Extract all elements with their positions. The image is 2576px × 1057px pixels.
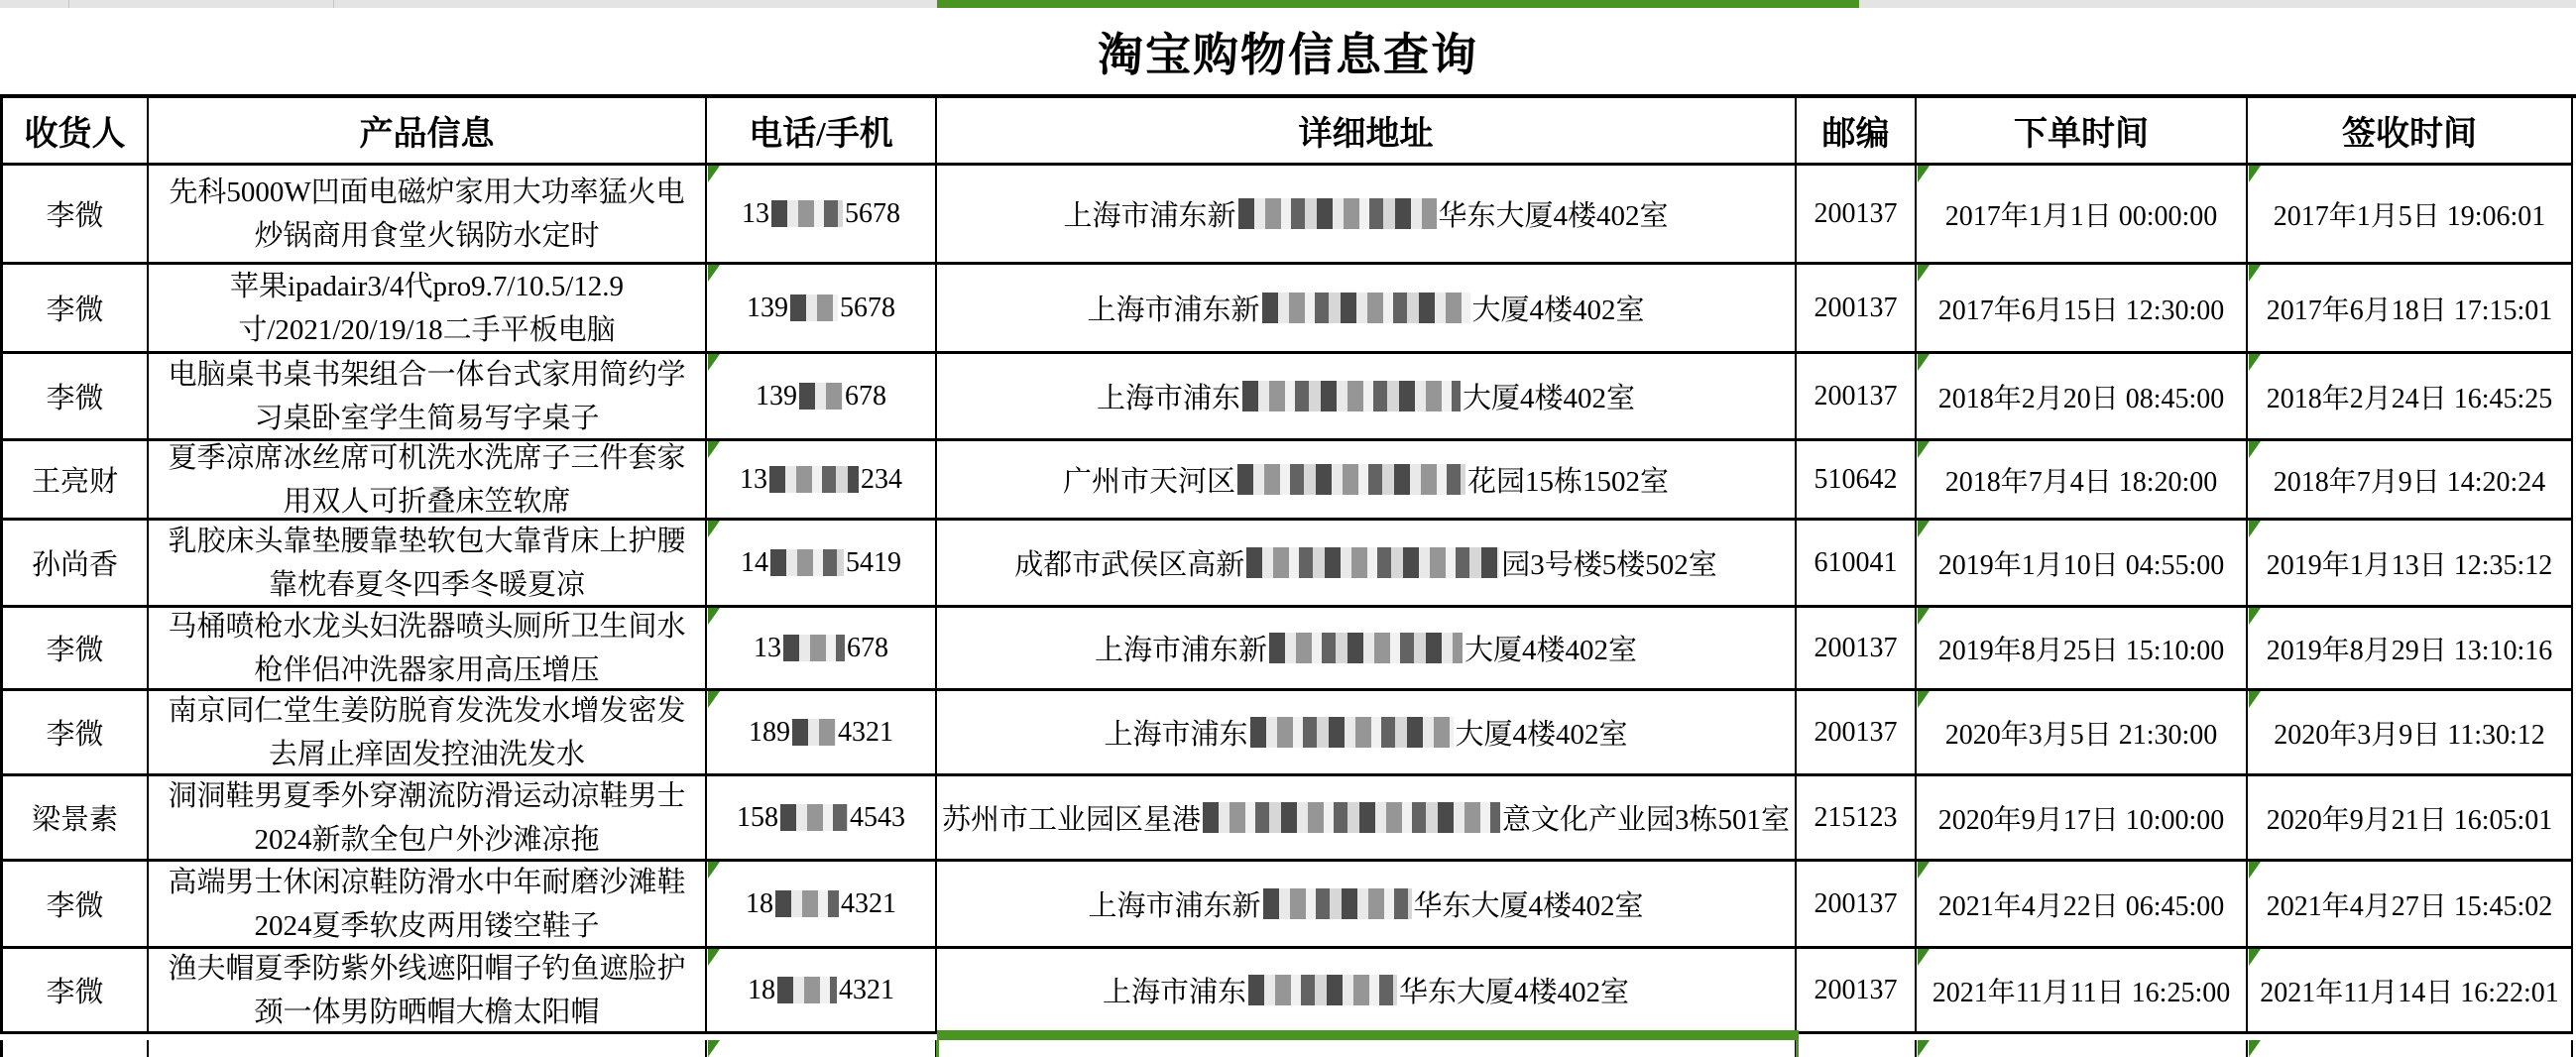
error-indicator-triangle — [708, 521, 720, 537]
error-indicator-triangle — [1918, 441, 1930, 458]
redacted-phone-digits — [771, 200, 843, 227]
sign-time-text: 2020年9月21日 16:05:01 — [2266, 804, 2553, 836]
sign-time-text: 2020年3月9日 11:30:12 — [2274, 719, 2545, 751]
cell-product[interactable]: 洞洞鞋男夏季外穿潮流防滑运动凉鞋男士2024新款全包户外沙滩凉拖 — [149, 776, 707, 862]
cell-product[interactable]: 电脑桌书桌书架组合一体台式家用简约学习桌卧室学生简易写字桌子 — [149, 354, 707, 441]
error-indicator-triangle — [1918, 1040, 1930, 1057]
address-prefix: 广州市天河区 — [1062, 466, 1235, 498]
error-indicator-triangle — [708, 1040, 720, 1057]
cell-address[interactable] — [937, 862, 1797, 949]
table-header-row — [3, 98, 2576, 166]
error-indicator-triangle — [2249, 608, 2261, 625]
cell-sign-time[interactable] — [2248, 265, 2573, 354]
error-indicator-triangle — [708, 691, 720, 708]
cell-recipient[interactable]: 王亮财 — [3, 441, 149, 521]
cell-recipient[interactable]: 李微 — [3, 608, 149, 691]
phone-prefix: 14 — [741, 546, 768, 578]
phone-suffix: 5419 — [846, 546, 901, 578]
cell-recipient[interactable]: 李微 — [3, 949, 149, 1034]
header-phone[interactable]: 电话/手机 — [707, 98, 937, 166]
cell-order-time[interactable] — [1917, 608, 2248, 691]
redacted-address — [1246, 547, 1499, 578]
cell-recipient[interactable]: 李微 — [3, 166, 149, 265]
header-order-time[interactable]: 下单时间 — [1917, 98, 2248, 166]
cell-phone[interactable] — [707, 166, 937, 265]
phone-suffix: 4321 — [838, 716, 893, 748]
cell-sign-time[interactable] — [2248, 608, 2573, 691]
cell-product[interactable]: 南京同仁堂生姜防脱育发洗发水增发密发去屑止痒固发控油洗发水 — [149, 691, 707, 776]
cell-zip[interactable]: 200137 — [1797, 862, 1917, 949]
cell-zip[interactable]: 215123 — [1797, 776, 1917, 862]
table-row — [3, 862, 2576, 949]
selected-column-bottom-highlight — [937, 1030, 1799, 1040]
cell-order-time[interactable] — [1917, 1040, 2248, 1057]
cell-phone[interactable] — [707, 1040, 937, 1057]
phone-prefix: 13 — [742, 197, 769, 229]
phone-prefix: 13 — [754, 632, 781, 663]
selected-column-right-edge — [1796, 1040, 1799, 1057]
cell-product[interactable]: 渔夫帽夏季防紫外线遮阳帽子钓鱼遮脸护颈一体男防晒帽大檐太阳帽 — [149, 949, 707, 1034]
error-indicator-triangle — [2249, 441, 2261, 458]
cell-address[interactable] — [937, 354, 1797, 441]
cell-address[interactable] — [937, 521, 1797, 608]
sign-time-text: 2018年7月9日 14:20:24 — [2273, 466, 2546, 498]
phone-prefix: 13 — [740, 463, 767, 495]
cell-phone[interactable] — [707, 265, 937, 354]
order-time-text: 2017年1月1日 00:00:00 — [1944, 200, 2218, 232]
error-indicator-triangle — [708, 608, 720, 625]
address-suffix: 华东大厦4楼402室 — [1399, 977, 1630, 1008]
order-time-text: 2021年11月11日 16:25:00 — [1932, 977, 2231, 1008]
phone-suffix: 678 — [845, 380, 886, 411]
error-indicator-triangle — [2249, 265, 2261, 282]
cell-address[interactable] — [937, 265, 1797, 354]
redacted-phone-digits — [769, 466, 859, 493]
error-indicator-triangle — [1918, 521, 1930, 537]
cell-phone[interactable] — [707, 441, 937, 521]
cell-product[interactable]: 夏季凉席冰丝席可机洗水洗席子三件套家用双人可折叠床笠软席 — [149, 441, 707, 521]
order-time-text: 2020年3月5日 21:30:00 — [1944, 719, 2218, 751]
redacted-address — [1262, 293, 1470, 323]
address-suffix: 华东大厦4楼402室 — [1413, 890, 1644, 922]
cell-sign-time[interactable] — [2248, 354, 2573, 441]
cell-order-time[interactable] — [1917, 265, 2248, 354]
address-suffix: 意文化产业园3栋501室 — [1502, 804, 1791, 836]
cell-recipient[interactable]: 李微 — [3, 265, 149, 354]
cell-sign-time[interactable] — [2248, 521, 2573, 608]
page-title: 淘宝购物信息查询 — [1098, 29, 1478, 80]
address-suffix: 大厦4楼402室 — [1471, 294, 1645, 326]
cell-product[interactable] — [149, 1040, 707, 1057]
cell-order-time[interactable] — [1917, 441, 2248, 521]
address-suffix: 大厦4楼402室 — [1463, 383, 1636, 414]
address-prefix: 上海市浦东新 — [1087, 294, 1260, 326]
phone-suffix: 4321 — [841, 887, 896, 919]
cell-product[interactable]: 乳胶床头靠垫腰靠垫软包大靠背床上护腰靠枕春夏冬四季冬暖夏凉 — [149, 521, 707, 608]
redacted-phone-digits — [790, 294, 838, 321]
cell-order-time[interactable] — [1917, 166, 2248, 265]
table-row — [3, 354, 2576, 441]
error-indicator-triangle — [2249, 949, 2261, 966]
header-address[interactable]: 详细地址 — [937, 98, 1797, 166]
cell-phone[interactable] — [707, 776, 937, 862]
error-indicator-triangle — [1918, 354, 1930, 371]
cell-sign-time[interactable] — [2248, 949, 2573, 1034]
cell-recipient[interactable]: 梁景素 — [3, 776, 149, 862]
sign-time-text: 2021年4月27日 15:45:02 — [2266, 890, 2553, 922]
cell-phone[interactable] — [707, 691, 937, 776]
redacted-address — [1250, 717, 1454, 748]
header-product[interactable]: 产品信息 — [149, 98, 707, 166]
cell-phone[interactable] — [707, 521, 937, 608]
redacted-address — [1269, 633, 1463, 663]
cell-sign-time[interactable] — [2248, 166, 2573, 265]
error-indicator-triangle — [1918, 166, 1930, 182]
sign-time-text: 2017年1月5日 19:06:01 — [2273, 200, 2546, 232]
cell-sign-time[interactable] — [2248, 776, 2573, 862]
address-prefix: 上海市浦东新 — [1063, 200, 1236, 232]
header-zip[interactable]: 邮编 — [1797, 98, 1917, 166]
column-header-divider — [333, 0, 334, 8]
header-recipient[interactable]: 收货人 — [3, 98, 149, 166]
redacted-phone-digits — [792, 719, 836, 746]
order-time-text: 2020年9月17日 10:00:00 — [1937, 804, 2225, 836]
phone-suffix: 234 — [861, 463, 902, 495]
address-suffix: 园3号楼5楼502室 — [1501, 549, 1717, 581]
address-prefix: 上海市浦东 — [1102, 977, 1246, 1008]
cell-order-time[interactable] — [1917, 862, 2248, 949]
cell-address[interactable] — [937, 949, 1797, 1034]
order-time-text: 2021年4月22日 06:45:00 — [1937, 890, 2225, 922]
error-indicator-triangle — [2249, 166, 2261, 182]
cell-phone[interactable] — [707, 862, 937, 949]
order-time-text: 2018年2月20日 08:45:00 — [1937, 383, 2225, 414]
orders-table — [0, 94, 2576, 1034]
address-suffix: 大厦4楼402室 — [1455, 719, 1628, 751]
address-suffix: 花园15栋1502室 — [1467, 466, 1670, 498]
redacted-address — [1248, 975, 1397, 1005]
address-prefix: 上海市浦东新 — [1094, 635, 1267, 666]
redacted-phone-digits — [777, 977, 837, 1003]
redacted-phone-digits — [775, 890, 839, 917]
cell-zip[interactable]: 200137 — [1797, 265, 1917, 354]
redacted-address — [1237, 464, 1465, 495]
cell-address[interactable] — [937, 441, 1797, 521]
table-row — [3, 265, 2576, 354]
cell-product[interactable]: 马桶喷枪水龙头妇洗器喷头厕所卫生间水枪伴侣冲洗器家用高压增压 — [149, 608, 707, 691]
cell-order-time[interactable] — [1917, 521, 2248, 608]
cell-sign-time[interactable] — [2248, 862, 2573, 949]
error-indicator-triangle — [2249, 1040, 2261, 1057]
partial-next-row — [0, 1040, 2576, 1057]
sign-time-text: 2019年8月29日 13:10:16 — [2266, 635, 2553, 666]
error-indicator-triangle — [708, 265, 720, 282]
error-indicator-triangle — [708, 862, 720, 879]
table-row — [3, 776, 2576, 862]
address-prefix: 成都市武侯区高新 — [1014, 549, 1245, 581]
phone-prefix: 189 — [749, 716, 790, 748]
cell-recipient[interactable]: 李微 — [3, 354, 149, 441]
phone-prefix: 18 — [748, 974, 775, 1005]
table-row — [3, 691, 2576, 776]
redacted-phone-digits — [780, 804, 848, 831]
selected-column-left-edge — [936, 1040, 939, 1057]
error-indicator-triangle — [708, 166, 720, 182]
phone-suffix: 4543 — [850, 801, 905, 833]
error-indicator-triangle — [1918, 691, 1930, 708]
cell-sign-time[interactable] — [2248, 1040, 2573, 1057]
phone-suffix: 5678 — [840, 292, 895, 323]
cell-product[interactable]: 高端男士休闲凉鞋防滑水中年耐磨沙滩鞋2024夏季软皮两用镂空鞋子 — [149, 862, 707, 949]
phone-prefix: 139 — [756, 380, 797, 411]
sign-time-text: 2017年6月18日 17:15:01 — [2266, 294, 2553, 326]
phone-prefix: 139 — [747, 292, 788, 323]
cell-order-time[interactable] — [1917, 776, 2248, 862]
selected-column-header-highlight — [937, 0, 1859, 8]
cell-order-time[interactable] — [1917, 354, 2248, 441]
cell-address[interactable] — [937, 691, 1797, 776]
error-indicator-triangle — [1918, 608, 1930, 625]
redacted-address — [1263, 888, 1412, 919]
error-indicator-triangle — [708, 949, 720, 966]
error-indicator-triangle — [2249, 862, 2261, 879]
table-row — [3, 441, 2576, 521]
cell-zip[interactable]: 200137 — [1797, 354, 1917, 441]
cell-phone[interactable] — [707, 608, 937, 691]
redacted-address — [1242, 381, 1461, 411]
error-indicator-triangle — [708, 354, 720, 371]
cell-phone[interactable] — [707, 354, 937, 441]
order-time-text: 2019年8月25日 15:10:00 — [1937, 635, 2225, 666]
phone-prefix: 18 — [746, 887, 773, 919]
cell-zip[interactable]: 200137 — [1797, 608, 1917, 691]
cell-recipient[interactable] — [3, 1040, 149, 1057]
phone-suffix: 5678 — [845, 197, 900, 229]
cell-sign-time[interactable] — [2248, 441, 2573, 521]
cell-zip[interactable]: 610041 — [1797, 521, 1917, 608]
title-row — [0, 8, 2576, 94]
order-time-text: 2018年7月4日 18:20:00 — [1944, 466, 2218, 498]
address-prefix: 上海市浦东 — [1104, 719, 1248, 751]
cell-zip[interactable]: 510642 — [1797, 441, 1917, 521]
cell-product[interactable]: 先科5000W凹面电磁炉家用大功率猛火电炒锅商用食堂火锅防水定时 — [149, 166, 707, 265]
error-indicator-triangle — [1918, 862, 1930, 879]
redacted-phone-digits — [770, 549, 844, 576]
cell-address[interactable] — [937, 166, 1797, 265]
redacted-phone-digits — [799, 383, 843, 410]
header-sign-time[interactable]: 签收时间 — [2248, 98, 2573, 166]
cell-zip[interactable]: 200137 — [1797, 166, 1917, 265]
cell-zip[interactable] — [1797, 1040, 1917, 1057]
table-row — [3, 949, 2576, 1034]
spreadsheet-header-strip — [0, 0, 2576, 8]
error-indicator-triangle — [1918, 265, 1930, 282]
cell-zip[interactable]: 200137 — [1797, 949, 1917, 1034]
cell-recipient[interactable]: 李微 — [3, 862, 149, 949]
cell-address[interactable] — [937, 1040, 1797, 1057]
phone-suffix: 4321 — [839, 974, 894, 1005]
table-row — [3, 608, 2576, 691]
address-suffix: 华东大厦4楼402室 — [1438, 200, 1669, 232]
cell-product[interactable]: 苹果ipadair3/4代pro9.7/10.5/12.9寸/2021/20/19/18二手平板电脑 — [149, 265, 707, 354]
error-indicator-triangle — [708, 441, 720, 458]
error-indicator-triangle — [2249, 521, 2261, 537]
address-prefix: 苏州市工业园区星港 — [941, 804, 1201, 836]
cell-order-time[interactable] — [1917, 691, 2248, 776]
sign-time-text: 2018年2月24日 16:45:25 — [2266, 383, 2553, 414]
address-prefix: 上海市浦东 — [1096, 383, 1240, 414]
address-prefix: 上海市浦东新 — [1088, 890, 1261, 922]
order-time-text: 2019年1月10日 04:55:00 — [1937, 549, 2225, 581]
cell-order-time[interactable] — [1917, 949, 2248, 1034]
phone-suffix: 678 — [847, 632, 888, 663]
error-indicator-triangle — [2249, 691, 2261, 708]
cell-address[interactable] — [937, 776, 1797, 862]
redacted-phone-digits — [783, 635, 845, 661]
redacted-address — [1203, 802, 1500, 833]
cell-sign-time[interactable] — [2248, 691, 2573, 776]
table-row — [3, 166, 2576, 265]
phone-prefix: 158 — [737, 801, 778, 833]
cell-recipient[interactable]: 孙尚香 — [3, 521, 149, 608]
error-indicator-triangle — [1918, 949, 1930, 966]
table-row — [3, 521, 2576, 608]
cell-recipient[interactable]: 李微 — [3, 691, 149, 776]
address-suffix: 大厦4楼402室 — [1464, 635, 1638, 666]
order-time-text: 2017年6月15日 12:30:00 — [1937, 294, 2225, 326]
cell-phone[interactable] — [707, 949, 937, 1034]
error-indicator-triangle — [2249, 354, 2261, 371]
sign-time-text: 2021年11月14日 16:22:01 — [2260, 977, 2559, 1008]
sign-time-text: 2019年1月13日 12:35:12 — [2266, 549, 2553, 581]
cell-address[interactable] — [937, 608, 1797, 691]
cell-zip[interactable]: 200137 — [1797, 691, 1917, 776]
column-header-divider — [68, 0, 69, 8]
redacted-address — [1238, 198, 1437, 229]
